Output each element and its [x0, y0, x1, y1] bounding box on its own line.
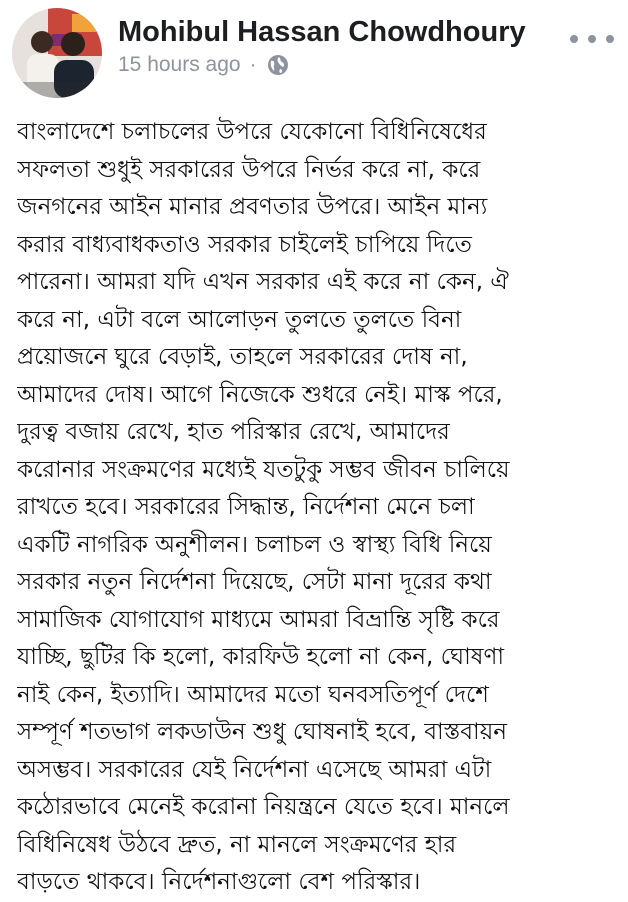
post-header: [0, 0, 628, 110]
post-text-line: অসম্ভব। সরকারের যেই নির্দেশনা এসেছে আমরা এটা: [17, 756, 492, 783]
post-text-line: কঠোরভাবে মেনেই করোনা নিয়ন্ত্রনে যেতে হবে। মানলে: [17, 794, 510, 820]
post-text-line: সফলতা শুধুই সরকারের উপরে নির্ভর করে না, করে: [17, 156, 481, 183]
post-timestamp[interactable]: 15 hours ago: [118, 53, 241, 76]
post-text-line: করে না, এটা বলে আলোড়ন তুলতে তুলতে বিনা: [17, 306, 462, 333]
post-text-line: জনগনের আইন মানার প্রবণতার উপরে। আইন মান্য: [17, 194, 488, 220]
more-dot: [588, 35, 596, 43]
more-dot: [570, 35, 578, 43]
more-options-icon[interactable]: [570, 24, 614, 54]
post-text-line: সম্পূর্ণ শতভাগ লকডাউন শুধু ঘোষনাই হবে, বাস্তবায়ন: [17, 719, 507, 745]
avatar-photo: [12, 8, 102, 98]
meta-separator: ·: [249, 53, 257, 76]
post-text-line: সামাজিক যোগাযোগ মাধ্যমে আমরা বিভ্রান্তি সৃষ্টি করে: [17, 606, 500, 633]
post-text-line: সরকার নতুন নির্দেশনা দিয়েছে, সেটা মানা দূরের কথা: [17, 569, 492, 595]
post-text-line: রাখতে হবে। সরকারের সিদ্ধান্ত, নির্দেশনা মেনে চলা: [17, 494, 475, 520]
post-text-line: দুরত্ব বজায় রেখে, হাত পরিস্কার রেখে, আমাদের: [17, 419, 450, 445]
post-text-line: বিধিনিষেধ উঠবে দ্রুত, না মানলে সংক্রমণের হার: [17, 831, 457, 858]
post-text-line: নাই কেন, ইত্যাদি। আমাদের মতো ঘনবসতিপূর্ণ দেশে: [17, 681, 489, 708]
post-text-line: বাংলাদেশে চলাচলের উপরে যেকোনো বিধিনিষেধের: [17, 119, 487, 145]
post-text-line: করোনার সংক্রমণের মধ্যেই যতটুকু সম্ভব জীবন চালিয়ে: [17, 456, 510, 483]
post-text-line: আমাদের দোষ। আগে নিজেকে শুধরে নেই। মাস্ক পরে,: [17, 381, 503, 408]
post-text-line: প্রয়োজনে ঘুরে বেড়াই, তাহলে সরকারের দোষ না,: [17, 344, 468, 370]
post-text-line: করার বাধ্যবাধকতাও সরকার চাইলেই চাপিয়ে দিতে: [17, 231, 472, 258]
post-text-line: যাচ্ছি, ছুটির কি হলো, কারফিউ হলো না কেন, ঘোষণা: [17, 644, 505, 670]
post-text-line: পারেনা। আমরা যদি এখন সরকার এই করে না কেন, ঐ: [17, 269, 509, 295]
post-text-line: একটি নাগরিক অনুশীলন। চলাচল ও স্বাস্থ্য বিধি নিয়ে: [17, 531, 492, 558]
author-name[interactable]: Mohibul Hassan Chowdhoury: [118, 16, 526, 48]
post-text-line: বাড়তে থাকবে। নির্দেশনাগুলো বেশ পরিস্কার।: [17, 869, 421, 895]
post-text: [17, 114, 621, 902]
post-meta: [118, 52, 290, 78]
author-avatar[interactable]: [12, 8, 102, 98]
more-dot: [606, 35, 614, 43]
globe-icon[interactable]: [266, 53, 290, 77]
